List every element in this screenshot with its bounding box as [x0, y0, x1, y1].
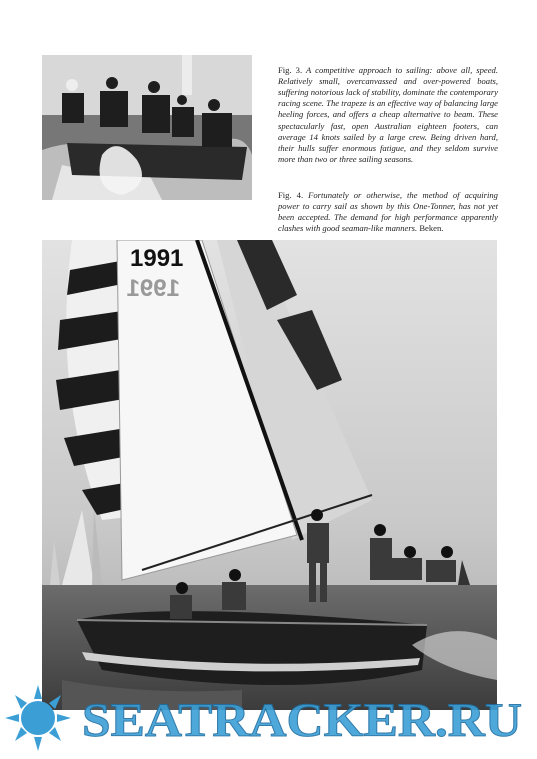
watermark-logo: [0, 683, 537, 753]
fig4-caption: [278, 190, 498, 235]
fig4-label: Fig. 4.: [278, 189, 304, 200]
sun-icon: [5, 685, 71, 751]
watermark-text: SEATRACKER.RU: [82, 694, 522, 747]
fig4-photo: [42, 240, 497, 710]
sail-number-reverse: 1991: [126, 275, 180, 302]
fig3-photo: [42, 55, 252, 200]
fig4-text: Fortunately or otherwise, the method of acquiring power to carry sail as shown by this One-Tonner, has not yet been accepted. The demand for high performance apparently clashes with good seaman-like manners.: [278, 189, 498, 234]
fig3-text: A competitive approach to sailing: above all, speed. Relatively small, overcanvassed and over-powered boats, suffering notorious lack of stability, dominate the contemporary racing scene. The trapeze is an effective way of balancing large heeling forces, and offers a cheap alternative to beam. These spectacularly fast, open Australian eighteen footers, can average 14 knots sailed by a large crew. Being driven hard, their hulls suffer enormous fatigue, and they seldom survive more than two or three sailing seasons.: [278, 64, 498, 165]
sail-number: 1991: [130, 245, 184, 272]
fig3-label: Fig. 3.: [278, 64, 303, 75]
fig3-caption: [278, 65, 498, 166]
fig4-credit: Beken.: [419, 223, 444, 234]
